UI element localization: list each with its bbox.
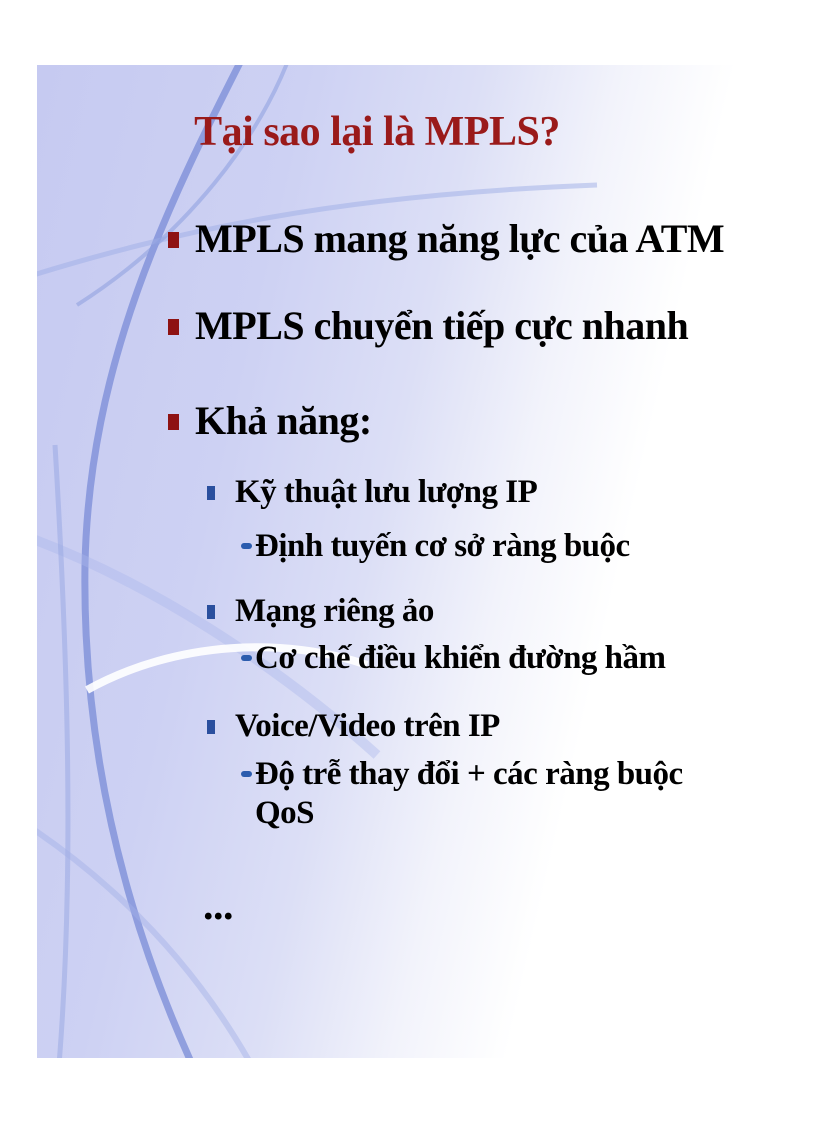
bullet-item [241, 527, 711, 566]
bullet-item [207, 473, 767, 512]
slide-background [37, 65, 779, 1058]
ellipsis-text: ... [203, 883, 233, 929]
bullet-text: Khả năng: [195, 398, 372, 443]
level1-bullet-icon [168, 319, 179, 335]
level1-bullet-icon [168, 414, 179, 430]
slide-title: Tại sao lại là MPLS? [194, 109, 560, 155]
bullet-item [168, 215, 768, 262]
level3-dash-icon [241, 543, 252, 549]
bullet-text: MPLS chuyển tiếp cực nhanh [195, 303, 689, 348]
bullet-item [168, 302, 768, 349]
bullet-item [207, 707, 767, 746]
level3-dash-icon [241, 655, 252, 661]
bullet-item [241, 639, 711, 678]
bullet-item [241, 755, 711, 833]
level2-bullet-icon [207, 720, 215, 734]
bullet-text: Cơ chế điều khiển đường hầm [255, 640, 666, 676]
bullet-item [207, 592, 767, 631]
bullet-text: Định tuyến cơ sở ràng buộc [255, 528, 630, 564]
bullet-text: Mạng riêng ảo [235, 593, 434, 629]
level1-bullet-icon [168, 232, 179, 248]
level2-bullet-icon [207, 605, 215, 619]
bullet-text: Kỹ thuật lưu lượng IP [235, 474, 538, 510]
level3-dash-icon [241, 771, 252, 777]
bullet-text: Độ trễ thay đổi + các ràng buộc QoS [255, 756, 683, 831]
bullet-text: MPLS mang năng lực của ATM [195, 216, 725, 261]
bullet-item [203, 885, 233, 927]
level2-bullet-icon [207, 486, 215, 500]
bullet-text: Voice/Video trên IP [235, 708, 500, 744]
bullet-item [168, 397, 768, 444]
